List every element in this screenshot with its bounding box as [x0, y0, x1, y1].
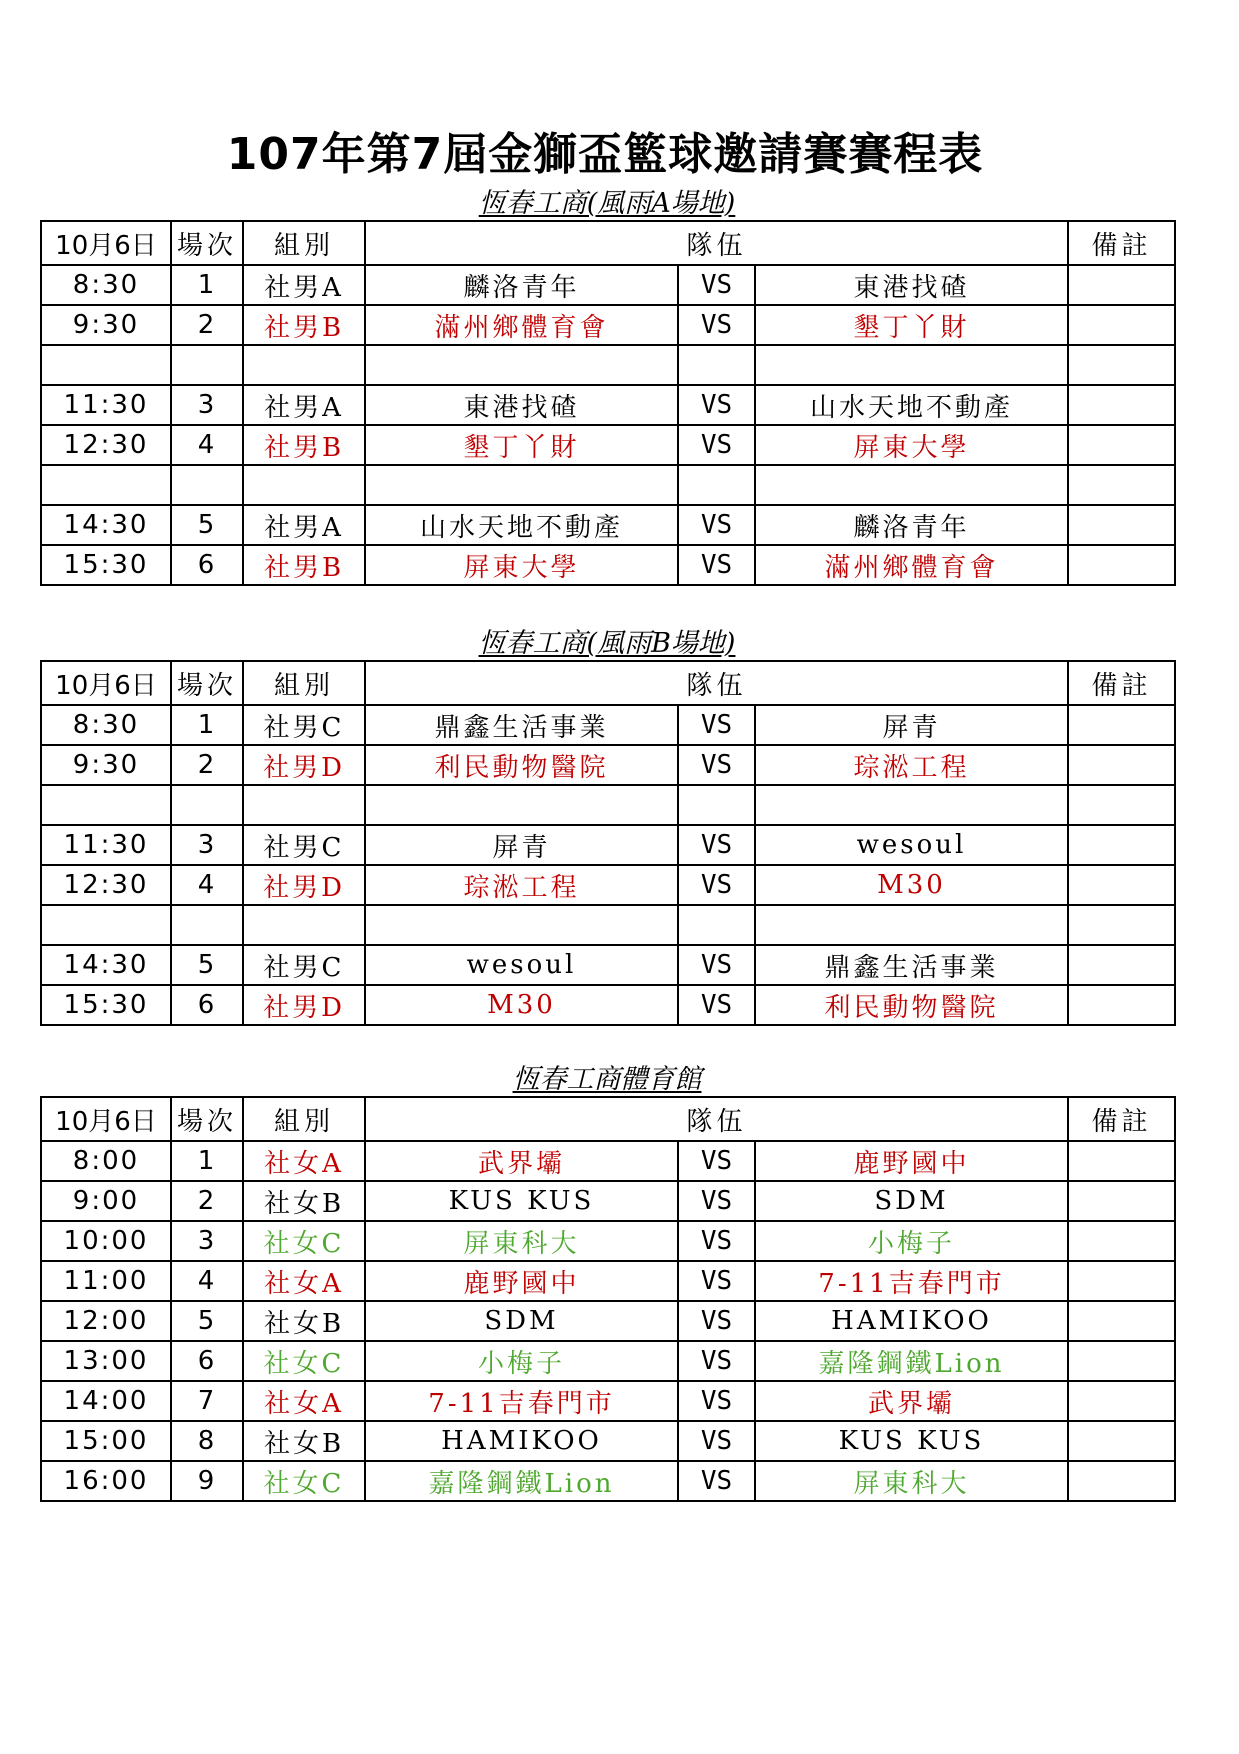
table-row [41, 1181, 1175, 1221]
cell-team-home: 墾丁丫財 [365, 425, 678, 465]
cell-group: 社女A [243, 1381, 365, 1421]
cell-vs: VS [678, 425, 755, 465]
table-row [41, 265, 1175, 305]
header-group: 組別 [243, 221, 365, 265]
cell-game-no: 2 [171, 305, 243, 345]
cell-note [1068, 1301, 1175, 1341]
cell-vs: VS [678, 865, 755, 905]
schedule-section-court-b [40, 628, 1174, 1026]
table-row [41, 1141, 1175, 1181]
table-row [41, 1301, 1175, 1341]
cell-note [1068, 1221, 1175, 1261]
cell-team-home: 7-11吉春門市 [365, 1381, 678, 1421]
cell-team-home: 小梅子 [365, 1341, 678, 1381]
cell-note [1068, 1261, 1175, 1301]
cell-game-no: 2 [171, 1181, 243, 1221]
empty-cell [365, 345, 678, 385]
cell-vs: VS [678, 1461, 755, 1501]
cell-time: 12:30 [41, 425, 171, 465]
cell-team-home: 武界壩 [365, 1141, 678, 1181]
empty-cell [365, 785, 678, 825]
cell-time: 11:30 [41, 825, 171, 865]
table-row [41, 385, 1175, 425]
cell-vs: VS [678, 1181, 755, 1221]
empty-cell [1068, 345, 1175, 385]
cell-vs: VS [678, 1141, 755, 1181]
cell-group: 社男A [243, 505, 365, 545]
cell-note [1068, 305, 1175, 345]
schedule-section-gym [40, 1064, 1174, 1502]
cell-note [1068, 545, 1175, 585]
empty-cell [171, 345, 243, 385]
schedule-table [40, 1096, 1176, 1502]
header-game-no: 場次 [171, 661, 243, 705]
cell-game-no: 4 [171, 865, 243, 905]
header-date: 10月6日 [41, 1097, 171, 1141]
empty-cell [365, 905, 678, 945]
section-caption: 恆春工商(風雨B場地) [478, 628, 736, 659]
schedule-section-court-a [40, 188, 1174, 586]
cell-group: 社男C [243, 825, 365, 865]
empty-cell [243, 785, 365, 825]
cell-group: 社男A [243, 385, 365, 425]
cell-note [1068, 385, 1175, 425]
cell-group: 社女A [243, 1261, 365, 1301]
empty-cell [755, 345, 1068, 385]
table-row [41, 505, 1175, 545]
cell-team-home: 屏青 [365, 825, 678, 865]
cell-team-home: 鼎鑫生活事業 [365, 705, 678, 745]
cell-group: 社男A [243, 265, 365, 305]
cell-team-away: SDM [755, 1181, 1068, 1221]
header-date: 10月6日 [41, 661, 171, 705]
cell-game-no: 9 [171, 1461, 243, 1501]
cell-game-no: 3 [171, 825, 243, 865]
cell-group: 社男B [243, 545, 365, 585]
header-notes: 備註 [1068, 221, 1175, 265]
cell-team-away: 墾丁丫財 [755, 305, 1068, 345]
cell-game-no: 8 [171, 1421, 243, 1461]
table-row-blank [41, 905, 1175, 945]
cell-team-home: 麟洛青年 [365, 265, 678, 305]
cell-group: 社女B [243, 1181, 365, 1221]
cell-team-home: 屏東大學 [365, 545, 678, 585]
cell-game-no: 5 [171, 505, 243, 545]
cell-group: 社男C [243, 705, 365, 745]
cell-game-no: 3 [171, 1221, 243, 1261]
cell-game-no: 5 [171, 1301, 243, 1341]
cell-time: 15:30 [41, 985, 171, 1025]
empty-cell [1068, 905, 1175, 945]
cell-team-away: 東港找碴 [755, 265, 1068, 305]
cell-vs: VS [678, 1341, 755, 1381]
cell-game-no: 3 [171, 385, 243, 425]
header-game-no: 場次 [171, 1097, 243, 1141]
cell-vs: VS [678, 745, 755, 785]
empty-cell [41, 785, 171, 825]
cell-team-away: M30 [755, 865, 1068, 905]
cell-game-no: 6 [171, 545, 243, 585]
cell-team-away: 小梅子 [755, 1221, 1068, 1261]
cell-vs: VS [678, 1381, 755, 1421]
empty-cell [171, 905, 243, 945]
schedule-table [40, 660, 1176, 1026]
table-row [41, 945, 1175, 985]
cell-team-away: 7-11吉春門市 [755, 1261, 1068, 1301]
cell-time: 15:30 [41, 545, 171, 585]
cell-time: 8:30 [41, 265, 171, 305]
cell-team-home: 山水天地不動產 [365, 505, 678, 545]
cell-note [1068, 865, 1175, 905]
empty-cell [755, 465, 1068, 505]
table-row [41, 305, 1175, 345]
header-group: 組別 [243, 1097, 365, 1141]
cell-note [1068, 425, 1175, 465]
table-row-blank [41, 345, 1175, 385]
cell-vs: VS [678, 1221, 755, 1261]
empty-cell [243, 905, 365, 945]
empty-cell [678, 785, 755, 825]
cell-team-home: wesoul [365, 945, 678, 985]
cell-note [1068, 745, 1175, 785]
cell-game-no: 6 [171, 985, 243, 1025]
cell-group: 社男D [243, 985, 365, 1025]
cell-team-away: 麟洛青年 [755, 505, 1068, 545]
header-game-no: 場次 [171, 221, 243, 265]
cell-time: 12:00 [41, 1301, 171, 1341]
cell-team-home: HAMIKOO [365, 1421, 678, 1461]
cell-vs: VS [678, 1301, 755, 1341]
cell-team-home: 利民動物醫院 [365, 745, 678, 785]
empty-cell [171, 785, 243, 825]
cell-team-away: HAMIKOO [755, 1301, 1068, 1341]
cell-note [1068, 1181, 1175, 1221]
cell-note [1068, 1341, 1175, 1381]
cell-note [1068, 1461, 1175, 1501]
cell-game-no: 2 [171, 745, 243, 785]
cell-time: 14:30 [41, 945, 171, 985]
empty-cell [755, 785, 1068, 825]
table-row [41, 1261, 1175, 1301]
header-notes: 備註 [1068, 1097, 1175, 1141]
cell-group: 社女C [243, 1221, 365, 1261]
cell-game-no: 5 [171, 945, 243, 985]
empty-cell [41, 345, 171, 385]
cell-team-away: 利民動物醫院 [755, 985, 1068, 1025]
table-row [41, 745, 1175, 785]
cell-team-home: 屏東科大 [365, 1221, 678, 1261]
cell-group: 社男D [243, 745, 365, 785]
table-row [41, 425, 1175, 465]
header-teams: 隊伍 [365, 1097, 1068, 1141]
empty-cell [1068, 465, 1175, 505]
cell-team-home: 琮淞工程 [365, 865, 678, 905]
cell-group: 社男C [243, 945, 365, 985]
empty-cell [678, 905, 755, 945]
table-row [41, 865, 1175, 905]
cell-time: 13:00 [41, 1341, 171, 1381]
cell-team-home: M30 [365, 985, 678, 1025]
header-notes: 備註 [1068, 661, 1175, 705]
header-teams: 隊伍 [365, 221, 1068, 265]
cell-group: 社女C [243, 1461, 365, 1501]
empty-cell [243, 345, 365, 385]
table-header-row [41, 221, 1175, 265]
cell-time: 14:30 [41, 505, 171, 545]
cell-team-away: 鹿野國中 [755, 1141, 1068, 1181]
cell-time: 9:30 [41, 305, 171, 345]
empty-cell [678, 465, 755, 505]
cell-vs: VS [678, 1421, 755, 1461]
table-row [41, 825, 1175, 865]
cell-time: 16:00 [41, 1461, 171, 1501]
cell-team-away: 鼎鑫生活事業 [755, 945, 1068, 985]
empty-cell [243, 465, 365, 505]
cell-time: 15:00 [41, 1421, 171, 1461]
cell-group: 社男D [243, 865, 365, 905]
cell-group: 社女C [243, 1341, 365, 1381]
cell-team-away: 武界壩 [755, 1381, 1068, 1421]
cell-time: 12:30 [41, 865, 171, 905]
empty-cell [41, 465, 171, 505]
cell-time: 9:30 [41, 745, 171, 785]
table-row-blank [41, 465, 1175, 505]
table-row [41, 1461, 1175, 1501]
cell-team-away: 山水天地不動產 [755, 385, 1068, 425]
empty-cell [41, 905, 171, 945]
cell-note [1068, 705, 1175, 745]
cell-game-no: 4 [171, 425, 243, 465]
empty-cell [755, 905, 1068, 945]
cell-group: 社女A [243, 1141, 365, 1181]
cell-team-away: 滿州鄉體育會 [755, 545, 1068, 585]
cell-vs: VS [678, 385, 755, 425]
cell-team-away: 屏青 [755, 705, 1068, 745]
empty-cell [365, 465, 678, 505]
cell-time: 8:00 [41, 1141, 171, 1181]
cell-group: 社女B [243, 1301, 365, 1341]
cell-team-away: 屏東大學 [755, 425, 1068, 465]
cell-team-home: 東港找碴 [365, 385, 678, 425]
section-caption: 恆春工商(風雨A場地) [478, 188, 736, 219]
cell-team-away: wesoul [755, 825, 1068, 865]
section-caption: 恆春工商體育館 [512, 1064, 702, 1095]
cell-note [1068, 825, 1175, 865]
cell-vs: VS [678, 1261, 755, 1301]
cell-note [1068, 1141, 1175, 1181]
header-teams: 隊伍 [365, 661, 1068, 705]
cell-team-away: 嘉隆鋼鐵Lion [755, 1341, 1068, 1381]
cell-vs: VS [678, 705, 755, 745]
cell-game-no: 1 [171, 1141, 243, 1181]
cell-vs: VS [678, 545, 755, 585]
cell-time: 11:00 [41, 1261, 171, 1301]
cell-game-no: 4 [171, 1261, 243, 1301]
cell-team-away: 琮淞工程 [755, 745, 1068, 785]
cell-team-home: 鹿野國中 [365, 1261, 678, 1301]
table-row [41, 1341, 1175, 1381]
cell-time: 10:00 [41, 1221, 171, 1261]
cell-note [1068, 1421, 1175, 1461]
cell-time: 11:30 [41, 385, 171, 425]
cell-time: 8:30 [41, 705, 171, 745]
cell-group: 社女B [243, 1421, 365, 1461]
table-row [41, 985, 1175, 1025]
cell-group: 社男B [243, 305, 365, 345]
table-row [41, 705, 1175, 745]
table-row [41, 1381, 1175, 1421]
cell-game-no: 1 [171, 705, 243, 745]
empty-cell [1068, 785, 1175, 825]
cell-vs: VS [678, 505, 755, 545]
table-row [41, 1221, 1175, 1261]
table-row [41, 545, 1175, 585]
cell-team-home: SDM [365, 1301, 678, 1341]
cell-game-no: 7 [171, 1381, 243, 1421]
cell-time: 14:00 [41, 1381, 171, 1421]
table-header-row [41, 1097, 1175, 1141]
cell-team-home: KUS KUS [365, 1181, 678, 1221]
cell-note [1068, 945, 1175, 985]
cell-team-away: 屏東科大 [755, 1461, 1068, 1501]
empty-cell [678, 345, 755, 385]
cell-group: 社男B [243, 425, 365, 465]
cell-vs: VS [678, 825, 755, 865]
cell-vs: VS [678, 305, 755, 345]
cell-vs: VS [678, 265, 755, 305]
header-date: 10月6日 [41, 221, 171, 265]
schedule-table [40, 220, 1176, 586]
table-row-blank [41, 785, 1175, 825]
table-header-row [41, 661, 1175, 705]
table-row [41, 1421, 1175, 1461]
empty-cell [171, 465, 243, 505]
cell-vs: VS [678, 985, 755, 1025]
cell-note [1068, 985, 1175, 1025]
header-group: 組別 [243, 661, 365, 705]
page-title: 107年第7屆金獅盃籃球邀請賽賽程表 [226, 129, 984, 180]
cell-team-away: KUS KUS [755, 1421, 1068, 1461]
cell-game-no: 6 [171, 1341, 243, 1381]
cell-team-home: 滿州鄉體育會 [365, 305, 678, 345]
cell-note [1068, 1381, 1175, 1421]
cell-time: 9:00 [41, 1181, 171, 1221]
cell-game-no: 1 [171, 265, 243, 305]
cell-note [1068, 505, 1175, 545]
cell-team-home: 嘉隆鋼鐵Lion [365, 1461, 678, 1501]
cell-note [1068, 265, 1175, 305]
cell-vs: VS [678, 945, 755, 985]
